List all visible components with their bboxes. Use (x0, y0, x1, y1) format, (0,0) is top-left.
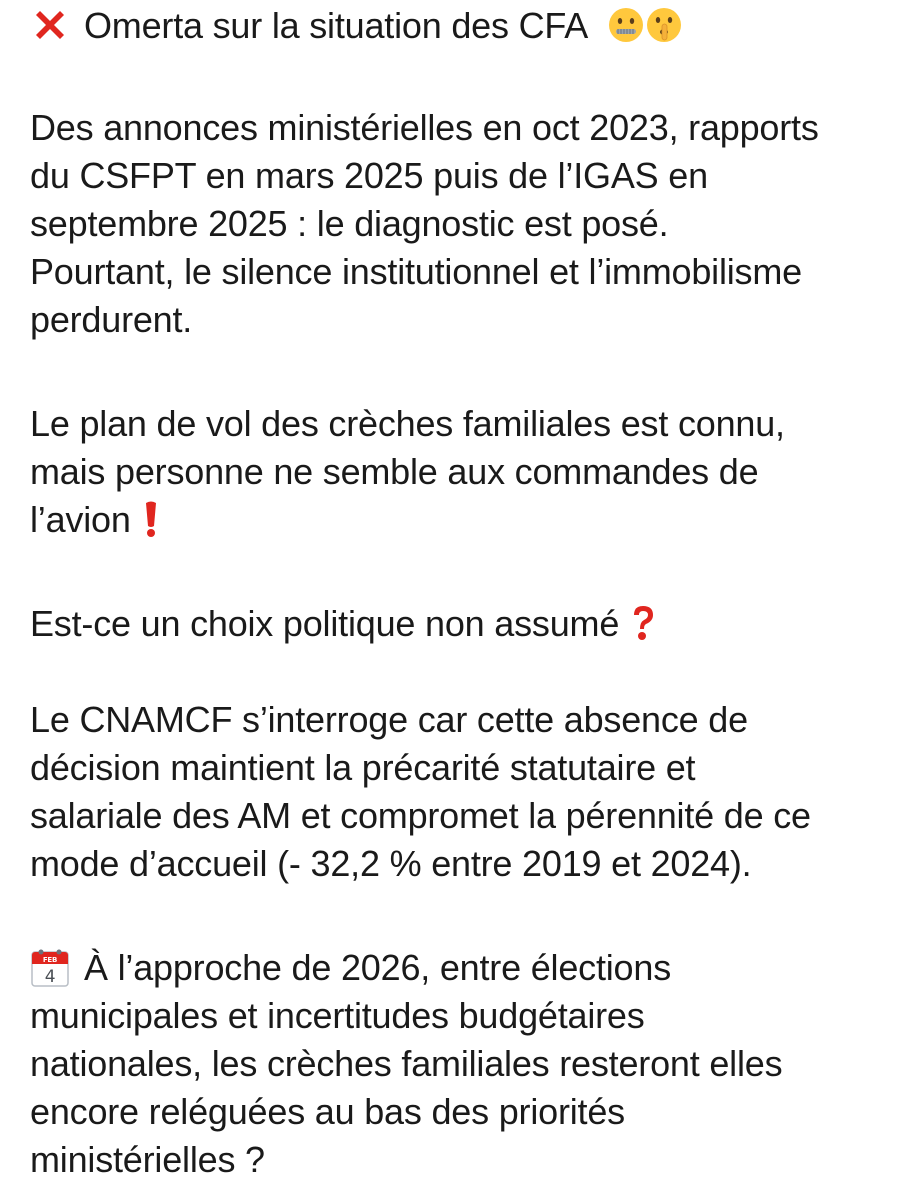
paragraph-2-line-3: l’avion (30, 499, 131, 540)
paragraph-4-line-1: Le CNAMCF s’interroge car cette absence de (30, 699, 748, 740)
paragraph-4-line-2: décision maintient la précarité statutaire et (30, 747, 696, 788)
question-mark-icon (629, 603, 657, 643)
calendar-day: 4 (44, 967, 56, 988)
paragraph-5-line-3: nationales, les crèches familiales resteront elles (30, 1043, 783, 1084)
paragraph-3-line-1-wrap (30, 600, 657, 648)
paragraph-4-line-4: mode d’accueil (- 32,2 % entre 2019 et 2024). (30, 843, 752, 884)
paragraph-1-line-1: Des annonces ministérielles en oct 2023, rapports (30, 107, 819, 148)
paragraph-4-line-3: salariale des AM et compromet la pérennité de ce (30, 795, 811, 836)
paragraph-2-line-3-wrap (30, 496, 159, 544)
paragraph-5-line-2: municipales et incertitudes budgétaires (30, 995, 645, 1036)
paragraph-5-line-1: À l’approche de 2026, entre élections (84, 947, 672, 988)
post-title-line (30, 2, 682, 50)
post-title: Omerta sur la situation des CFA (84, 5, 587, 46)
shushing-face-icon (646, 7, 682, 43)
paragraph-2-line-1: Le plan de vol des crèches familiales est connu, (30, 403, 785, 444)
exclamation-mark-icon (143, 499, 159, 539)
paragraph-5-line-1-wrap (30, 944, 671, 992)
zipper-mouth-face-icon (608, 7, 644, 43)
paragraph-1-line-4: Pourtant, le silence institutionnel et l’immobilisme (30, 251, 802, 292)
paragraph-5-line-5: ministérielles ? (30, 1139, 265, 1180)
paragraph-2-line-2: mais personne ne semble aux commandes de (30, 451, 759, 492)
paragraph-1-line-2: du CSFPT en mars 2025 puis de l’IGAS en (30, 155, 708, 196)
paragraph-1-line-3: septembre 2025 : le diagnostic est posé. (30, 203, 669, 244)
calendar-icon (30, 946, 70, 988)
paragraph-3-line-1: Est-ce un choix politique non assumé (30, 603, 620, 644)
cross-mark-icon (30, 5, 70, 45)
paragraph-5-line-4: encore reléguées au bas des priorités (30, 1091, 625, 1132)
paragraph-1-line-5: perdurent. (30, 299, 193, 340)
calendar-month: FEB (42, 956, 58, 965)
